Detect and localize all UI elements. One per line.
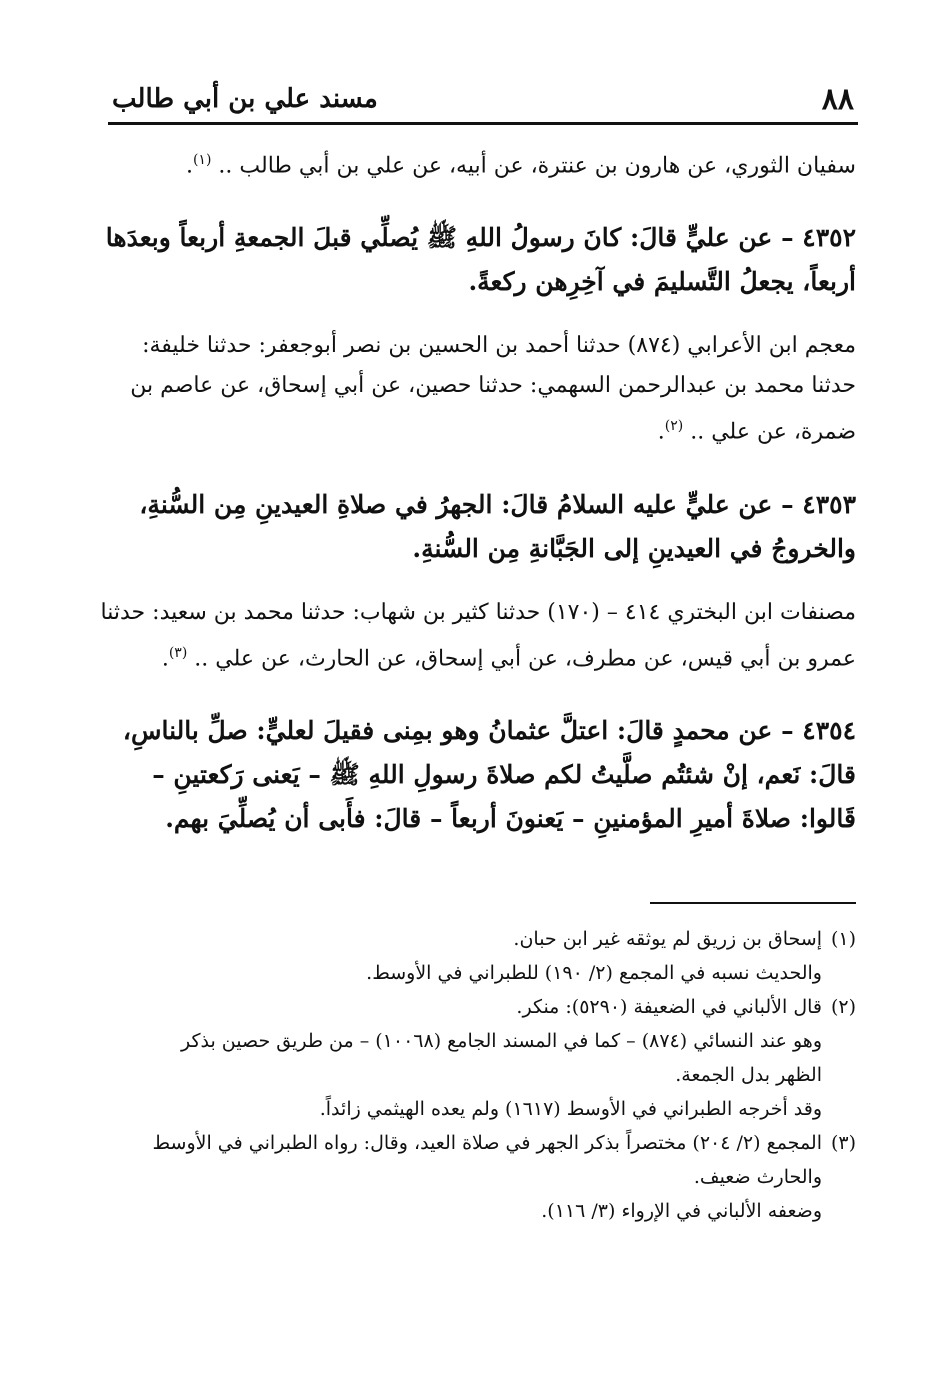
footnote-mark: (٢) bbox=[830, 996, 856, 1018]
footnote-mark: (١) bbox=[830, 928, 856, 950]
footnotes bbox=[130, 922, 856, 1228]
footnote-ref-3[interactable]: (٣) bbox=[168, 644, 188, 661]
hadith-4353 bbox=[100, 483, 856, 571]
source-text: معجم ابن الأعرابي (٨٧٤) حدثنا أحمد بن الحسين بن نصر أبوجعفر: حدثنا خليفة: حدثنا محمد بن عبدالرحمن السهمي: حدثنا حصين، عن أبي إسحاق، عن عاصم بن ضمرة، عن علي .. bbox=[130, 333, 856, 445]
hadith-text: عن محمدٍ قالَ: اعتلَّ عثمانُ وهو بمِنى فقيلَ لعليٍّ: صلِّ بالناسِ، قالَ: نَعم، إنْ شئتُم صلَّيتُ لكم صلاةَ رسولِ اللهِ ﷺ – يَعنى رَكعتينِ – قَالوا: صلاةَ أميرِ المؤمنينِ – يَعنونَ أربعاً – قالَ: فأَبى أن يُصلِّيَ بهم. bbox=[122, 715, 856, 833]
footnote-text: المجمع (٢/ ٢٠٤) مختصراً بذكر الجهر في صلاة العيد، وقال: رواه الطبراني في الأوسط والحارث ضعيف. bbox=[152, 1132, 822, 1188]
hadith-text: عن عليٍّ عليه السلامُ قالَ: الجهرُ في صلاةِ العيدينِ مِن السُّنةِ، والخروجُ في العيدينِ إلى الجَبَّانةِ مِن السُّنةِ. bbox=[139, 489, 856, 563]
footnote-separator bbox=[650, 902, 856, 904]
footnote-ref-1[interactable]: (١) bbox=[192, 152, 212, 168]
hadith-4353-source: مصنفات ابن البختري ٤١٤ – (١٧٠) حدثنا كثير بن شهاب: حدثنا محمد بن سعيد: حدثنا عمرو بن أبي قيس، عن مطرف، عن أبي إسحاق، عن الحارث، عن علي .. $^{(٣)}$. bbox=[100, 599, 856, 671]
footnote-2-cont: وهو عند النسائي (٨٧٤) – كما في المسند الجامع (١٠٠٦٨) – من طريق حصين بذكر الظهر بدل الجمعة. bbox=[180, 1030, 822, 1086]
footnote-1-cont: والحديث نسبه في المجمع (٢/ ١٩٠) للطبراني في الأوسط. bbox=[366, 962, 822, 984]
footnote-2-cont: وقد أخرجه الطبراني في الأوسط (١٦١٧) ولم يعده الهيثمي زائداً. bbox=[319, 1098, 822, 1120]
footnote-3 bbox=[130, 1126, 856, 1194]
hadith-number: ٤٣٥٢ – bbox=[781, 223, 856, 253]
footnote-ref-2[interactable]: (٢) bbox=[664, 418, 684, 435]
intro-line: سفيان الثوري، عن هارون بن عنترة، عن أبيه، عن علي بن أبي طالب .. $^{(١)}$. bbox=[185, 152, 856, 179]
hadith-4354 bbox=[100, 709, 856, 841]
hadith-4352-source: معجم ابن الأعرابي (٨٧٤) حدثنا أحمد بن الحسين بن نصر أبوجعفر: حدثنا خليفة: حدثنا محمد بن عبدالرحمن السهمي: حدثنا حصين، عن أبي إسحاق، عن عاصم بن ضمرة، عن علي .. $^{(٢)}$. bbox=[130, 333, 856, 445]
footnote-text: قال الألباني في الضعيفة (٥٢٩٠): منكر. bbox=[516, 996, 822, 1018]
hadith-4352 bbox=[100, 216, 856, 304]
page-header bbox=[108, 78, 858, 125]
hadith-text: عن عليٍّ قالَ: كانَ رسولُ اللهِ ﷺ يُصلِّي قبلَ الجمعةِ أربعاً وبعدَها أربعاً، يجعلُ التَّسليمَ في آخِرِهن ركعةً. bbox=[105, 223, 856, 297]
hadith-number: ٤٣٥٣ – bbox=[781, 489, 856, 519]
footnote-3-cont: وضعفه الألباني في الإرواء (٣/ ١١٦). bbox=[541, 1200, 822, 1222]
intro-text: سفيان الثوري، عن هارون بن عنترة، عن أبيه، عن علي بن أبي طالب .. bbox=[211, 153, 856, 179]
footnote-2 bbox=[130, 990, 856, 1024]
footnote-text: إسحاق بن زريق لم يوثقه غير ابن حبان. bbox=[513, 928, 822, 950]
source-text: مصنفات ابن البختري ٤١٤ – (١٧٠) حدثنا كثير بن شهاب: حدثنا محمد بن سعيد: حدثنا عمرو بن أبي قيس، عن مطرف، عن أبي إسحاق، عن الحارث، عن علي .. bbox=[100, 599, 856, 671]
hadith-number: ٤٣٥٤ – bbox=[781, 715, 856, 745]
main-text bbox=[100, 140, 856, 841]
footnote-mark: (٣) bbox=[830, 1132, 856, 1154]
book-title: مسند علي بن أبي طالب bbox=[112, 84, 378, 114]
footnote-1 bbox=[130, 922, 856, 956]
page-number: ٨٨ bbox=[821, 82, 854, 117]
